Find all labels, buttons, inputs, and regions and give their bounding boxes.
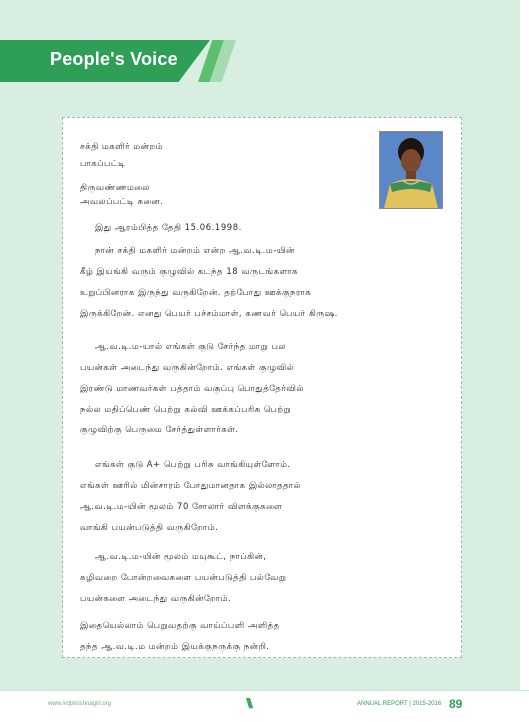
letter-line: பயன்கள் அடைந்து வருகின்றோம். எங்கள் குழுவில் [80,362,295,372]
letter-line: பயன்களை அடைந்து வருகின்றோம். [80,593,232,603]
letter-line: கழிவறை போன்றவைகளை பயன்படுத்தி பல்வேறு [80,572,287,582]
letter-line: குழுவிற்கு பெருமை சேர்த்துள்ளார்கள். [80,424,239,434]
letter-line: ஆ.வ.டி.ம-யின் மூலம் மயுகூட், நாப்கின், [95,551,267,561]
section-title: People's Voice [50,49,178,69]
letter-line: இது ஆரம்பித்த தேதி 15.06.1998. [95,222,242,232]
footer-report-title: ANNUAL REPORT | 2015-2016 [357,701,442,707]
letter-line: சக்தி மகளிர் மன்றம் [80,141,164,151]
letter-line: தந்த ஆ.வ.டி.ம மன்றம் இயக்குநருக்கு நன்றி. [80,641,270,651]
letter-line: கீழ் இயங்கி வரும் குழுவில் கடந்த 18 வருடங்களாக [80,266,299,276]
letter-line: எங்கள் குடு A+ பெற்று பரிசு வாங்கியுள்ளோம். [95,459,291,469]
letter-line: எங்கள் ஊரில் மின்சாரம் போதுமானதாக இல்லாததால் [80,480,302,490]
letter-line: ஆ.வ.டி.ம-யால் எங்கள் குடு சேர்ந்த மாறு பல [95,341,286,351]
page-number: 89 [449,697,463,711]
letter-line: திருவண்ணமலை [80,182,150,192]
letter-line: உறுப்பினராக இருந்து வருகிறேன். தற்போது ஊக்குநராக [80,287,312,297]
page-edge [520,0,529,721]
letter-line: வாங்கி பயன்படுத்தி வருகிறோம். [80,522,219,532]
letter-line: அவலப்பட்டி கனை. [80,196,164,206]
letter-line: நான் சக்தி மகளிர் மன்றம் என்ற ஆ.வ.டி.ம-யின் [95,245,295,255]
letter-line: நல்ல மதிப்பெண் பெற்று கல்வி ஊக்கப்பரிசு பெற்று [80,404,292,414]
footer-website-link[interactable]: www.ivdpkrishnagiri.org [48,701,112,707]
letter-line: பாகப்பட்டி [80,158,126,168]
letter-line: ஆ.வ.டி.ம-யின் மூலம் 70 சோலார் விளக்குகளை [80,501,283,511]
letter-line: இரண்டு மாணவர்கள் பத்தாம் வகுப்பு பொதுத்தேர்வில் [80,383,304,393]
footer-chevrons-icon: \\\ [246,696,251,710]
letter-line: இருக்கிறேன். எனது பெயர் பச்சம்மாள், கணவர் பெயர் கிருஷ. [80,308,338,318]
letter-line: இதையெல்லாம் பெறுவதற்கு வாய்ப்பளி அளித்த [80,620,280,630]
